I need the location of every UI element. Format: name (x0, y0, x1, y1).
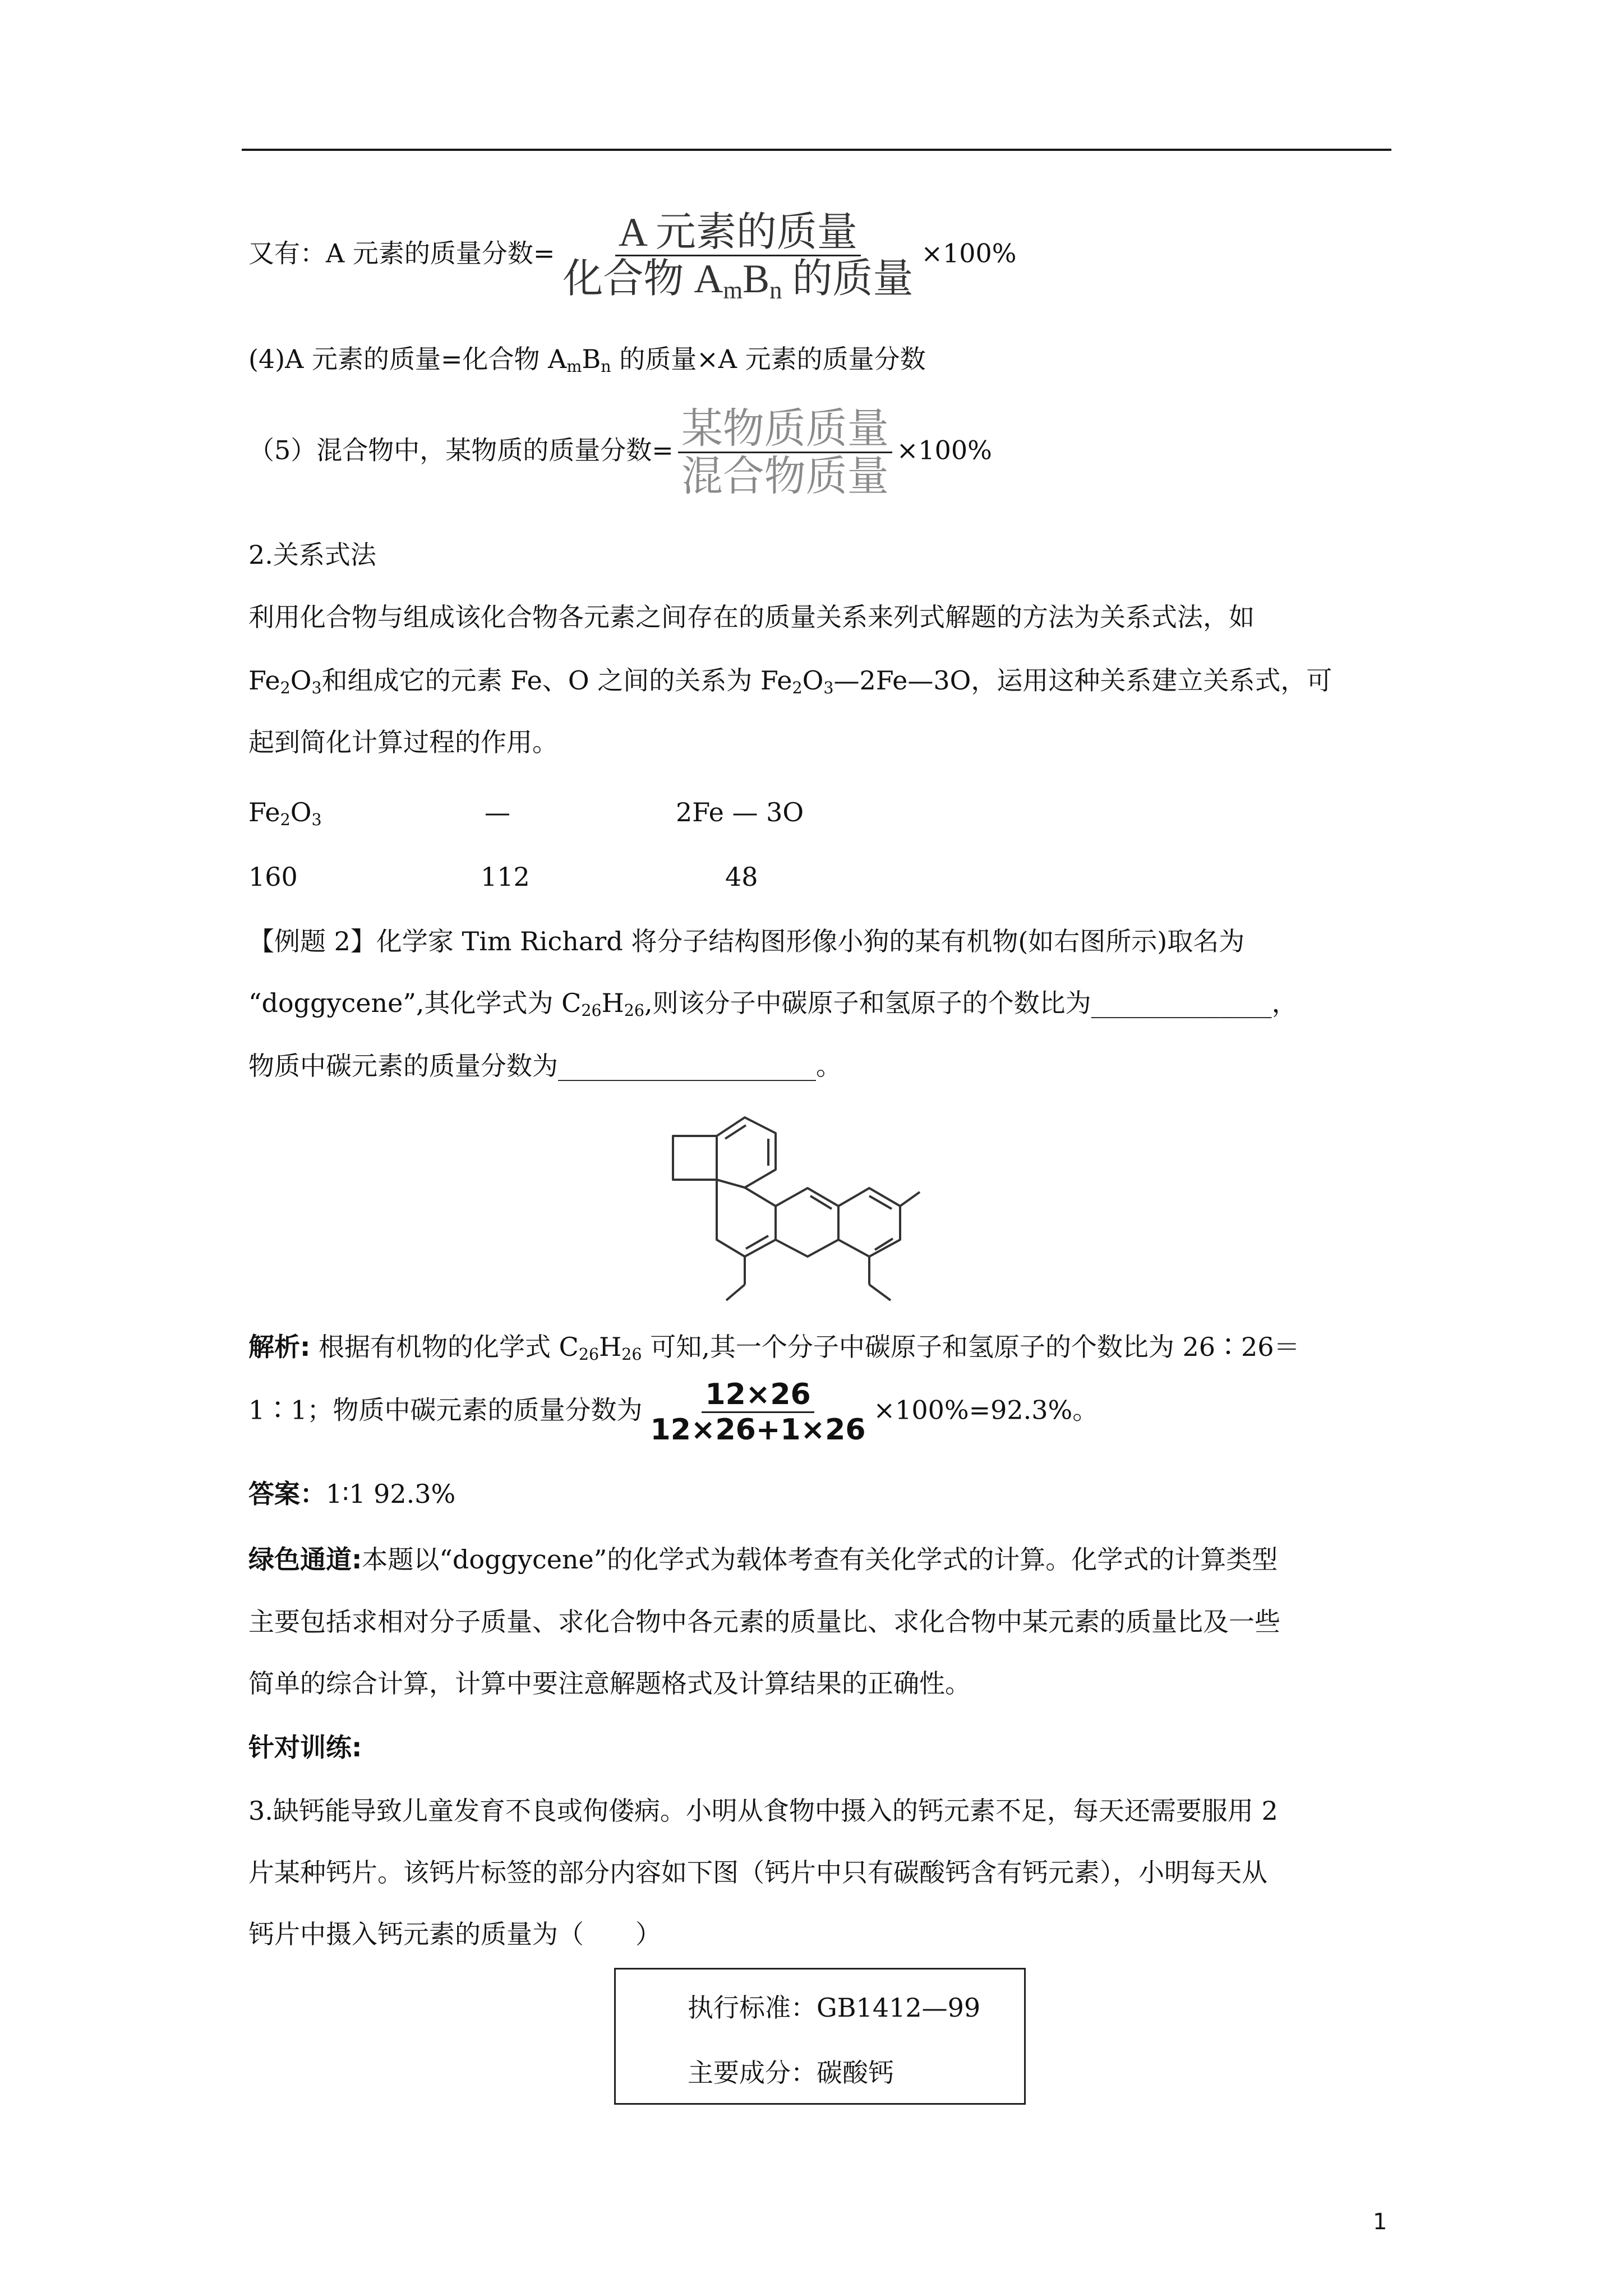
label-ingredient: 主要成分：碳酸钙 (688, 2058, 894, 2088)
header-rule (242, 149, 1391, 151)
doggycene-structure (645, 1099, 981, 1318)
question-3-line: 钙片中摄入钙元素的质量为（ ） (248, 1919, 661, 1949)
formula-mass-fraction: 又有：A 元素的质量分数= $\frac{\text{A 元素的质量}}{化合物 A_mB_n 的质量}$ ×100% (248, 210, 1017, 305)
paragraph-line: $Fe_2O_3$和组成它的元素 Fe、O 之间的关系为 $Fe_2O_3—2Fe—3O$，运用这种关系建立关系式，可 (248, 665, 1332, 698)
answer-label: 答案： (248, 1479, 326, 1509)
paragraph-line: 利用化合物与组成该化合物各元素之间存在的质量关系来列式解题的方法为关系式法，如 (248, 602, 1255, 632)
item-4: (4)A 元素的质量=化合物 $A_mB_n$ 的质量×A 元素的质量分数 (248, 344, 926, 376)
training-heading: 针对训练: (248, 1732, 362, 1763)
benzene-ring (717, 1117, 776, 1188)
answer-line: 答案：1∶1 92.3% (248, 1479, 456, 1509)
green-channel-line: 主要包括求相对分子质量、求化合物中各元素的质量比、求化合物中某元素的质量比及一些 (248, 1607, 1280, 1637)
section-title: 2.关系式法 (248, 540, 376, 570)
example-2-line: “doggycene”,其化学式为 $C_{26}H_{26}$,则该分子中碳原子和氢原子的个数比为______________， (248, 988, 1298, 1020)
mass-160: 160 (248, 862, 298, 892)
green-channel-line: 简单的综合计算，计算中要注意解题格式及计算结果的正确性。 (248, 1668, 971, 1699)
example-2-line: 【例题 2】化学家 Tim Richard 将分子结构图形像小狗的某有机物(如右图所示)取名为 (248, 926, 1245, 956)
benzene-ring (717, 1180, 776, 1257)
relation-dash: — (485, 797, 510, 827)
fraction: $\frac{\text{某物质质量}}{\text{混合物质量}}$ (678, 408, 892, 497)
page-number: 1 (1373, 2209, 1387, 2235)
ethyl-bond (726, 1285, 745, 1300)
benzene-ring (838, 1188, 900, 1257)
analysis-line: 1∶1；物质中碳元素的质量分数为 $\frac{12\times 26}{12\times 26+1\times 26}$ ×100%=92.3%。 (248, 1378, 1099, 1447)
paragraph-line: 起到简化计算过程的作用。 (248, 727, 558, 757)
green-channel-label: 绿色通道: (248, 1544, 362, 1575)
cyclobutane-ring (673, 1136, 717, 1180)
question-3-line: 3.缺钙能导致儿童发育不良或佝偻病。小明从食物中摄入的钙元素不足，每天还需要服用 2 (248, 1796, 1278, 1826)
question-3-line: 片某种钙片。该钙片标签的部分内容如下图（钙片中只有碳酸钙含有钙元素），小明每天从 (248, 1857, 1267, 1888)
relation-2fe-3o: 2Fe — 3O (676, 797, 804, 827)
fraction: $\frac{\text{A 元素的质量}}{化合物 A_mB_n 的质量}$ (562, 210, 914, 305)
methyl-bond (900, 1192, 920, 1206)
fraction: $\frac{12\times 26}{12\times 26+1\times 26}$ (650, 1378, 866, 1447)
mass-48: 48 (725, 862, 758, 892)
analysis-line: 解析: 根据有机物的化学式 $C_{26}H_{26}$ 可知,其一个分子中碳原子和氢原子的个数比为 26∶26＝ (248, 1332, 1300, 1364)
label-standard: 执行标准：GB1412—99 (688, 1993, 981, 2023)
green-channel-line: 绿色通道:本题以“doggycene”的化学式为载体考查有关化学式的计算。化学式的计算类型 (248, 1544, 1278, 1575)
example-2-line: 物质中碳元素的质量分数为____________________。 (248, 1051, 842, 1081)
relation-formula: $Fe_2O_3$ (248, 797, 322, 830)
item-5: （5）混合物中，某物质的质量分数= $\frac{\text{某物质质量}}{\text{混合物质量}}$ ×100% (248, 404, 992, 500)
ethyl-bond (869, 1285, 891, 1300)
calcium-tablet-label (614, 1968, 1026, 2105)
benzene-ring (776, 1188, 838, 1257)
analysis-label: 解析: (248, 1332, 311, 1362)
mass-112: 112 (481, 862, 530, 892)
